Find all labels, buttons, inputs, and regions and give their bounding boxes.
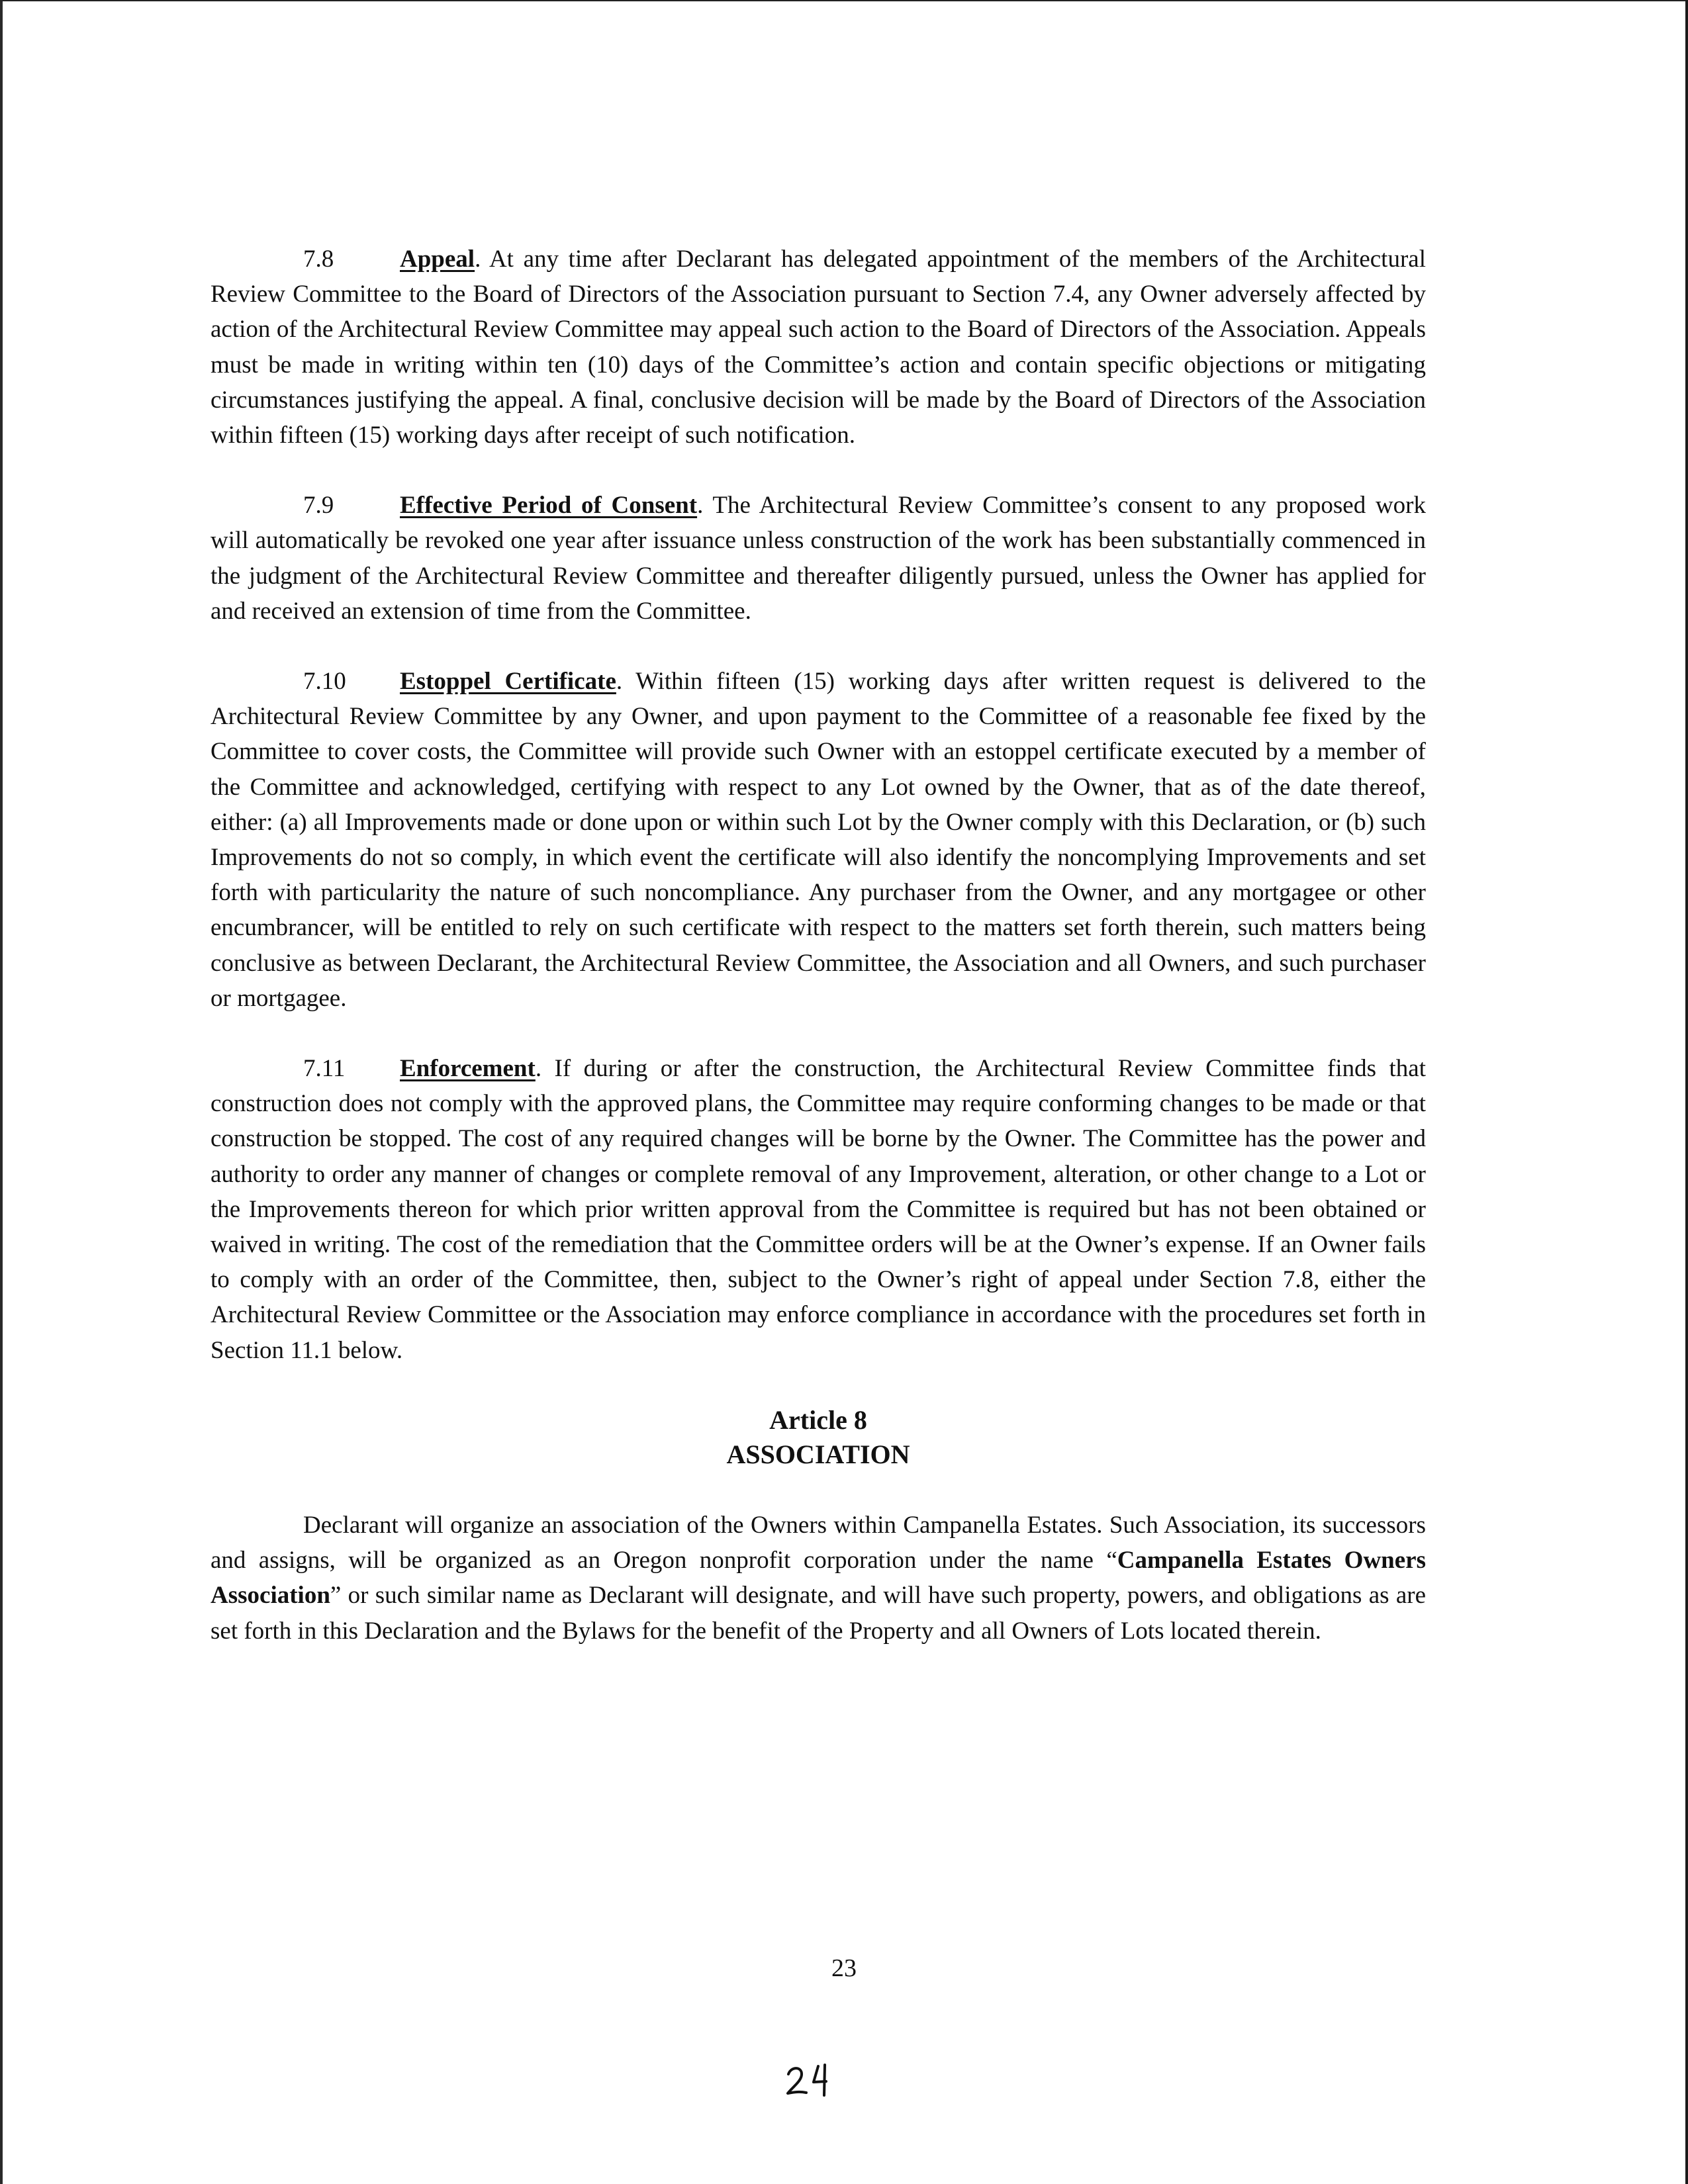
section-body: . Within fifteen (15) working days after written request is delivered to the Architectural Review Committee by any Owner, and upon payment to the Committee of a reasonable fee fixed by the Committee to cover costs, the Committee will provide such Owner with an estoppel certificate executed by a member of the Committee and acknowledged, certifying with respect to any Lot owned by the Owner, that as of the date thereof, either: (a) all Improvements made or done upon or within such Lot by the Owner comply with this Declaration, or (b) such Improvements do not so comply, in which event the certificate will also identify the noncomplying Improvements and set forth with particularity the nature of such noncompliance. Any purchaser from the Owner, and any mortgagee or other encumbrancer, will be entitled to rely on such certificate with respect to the matters set forth therein, such matters being conclusive as between Declarant, the Architectural Review Committee, the Association and all Owners, and such purchaser or mortgagee. [211, 668, 1426, 1012]
section-body: . At any time after Declarant has delegated appointment of the members of the Architectural Review Committee to the Board of Directors of the Association pursuant to Section 7.4, any Owner adversely affected by action of the Architectural Review Committee may appeal such action to the Board of Directors of the Association. Appeals must be made in writing within ten (10) days of the Committee’s action and contain specific objections or mitigating circumstances justifying the appeal. A final, conclusive decision will be made by the Board of Directors of the Association within fifteen (15) working days after receipt of such notification. [211, 246, 1426, 449]
article-number: Article 8 [769, 1404, 867, 1435]
section-title: Appeal [400, 246, 475, 273]
section-number: 7.11 [303, 1055, 346, 1083]
document-body [211, 242, 1426, 1684]
section-body: . If during or after the construction, the Architectural Review Committee finds that construction does not comply with the approved plans, the Committee may require conforming changes to be made or that construction be stopped. The cost of any required changes will be borne by the Owner. The Committee has the power and authority to order any manner of changes or complete removal of any Improvement, alteration, or other change to a Lot or the Improvements thereon for which prior written approval from the Committee is required but has not been obtained or waived in writing. The cost of the remediation that the Committee orders will be at the Owner’s expense. If an Owner fails to comply with an order of the Committee, then, subject to the Owner’s right of appeal under Section 7.8, either the Architectural Review Committee or the Association may enforce compliance in accordance with the procedures set forth in Section 11.1 below. [211, 1055, 1426, 1364]
section-7-8 [211, 242, 1426, 453]
article-title: ASSOCIATION [726, 1439, 910, 1469]
section-title: Estoppel Certificate [400, 668, 616, 696]
section-title: Enforcement [400, 1055, 536, 1083]
association-text-before: Declarant will organize an association of the Owners within Campanella Estates. Such Association, its successors and assigns, will be organized as an Oregon nonprofit corporation under the name “ [211, 1511, 1426, 1574]
section-title: Effective Period of Consent [400, 492, 698, 520]
section-7-11 [211, 1051, 1426, 1368]
page-number: 23 [831, 1954, 857, 1982]
section-7-10 [211, 664, 1426, 1016]
association-text-after: ” or such similar name as Declarant will designate, and will have such property, powers, and obligations as are set forth in this Declaration and the Bylaws for the benefit of the Property and all Owners of Lots located therein. [211, 1582, 1426, 1645]
association-paragraph [211, 1508, 1426, 1649]
scan-left-edge [0, 0, 3, 2184]
scan-right-edge [1685, 0, 1688, 2184]
section-body: . The Architectural Review Committee’s consent to any proposed work will automatically be revoked one year after issuance unless construction of the work has been substantially commenced in the judgment of the Architectural Review Committee and thereafter diligently pursued, unless the Owner has applied for and received an extension of time from the Committee. [211, 492, 1426, 625]
handwritten-mark-drawing [785, 2062, 838, 2099]
section-number: 7.10 [303, 668, 346, 696]
section-number: 7.8 [303, 246, 334, 273]
section-7-9 [211, 488, 1426, 629]
scan-top-edge [0, 0, 1688, 1]
article-heading [211, 1403, 1426, 1472]
handwritten-page-mark [785, 2062, 838, 2103]
section-number: 7.9 [303, 492, 334, 520]
association-name: Campanella Estates Owners Association [211, 1547, 1427, 1610]
